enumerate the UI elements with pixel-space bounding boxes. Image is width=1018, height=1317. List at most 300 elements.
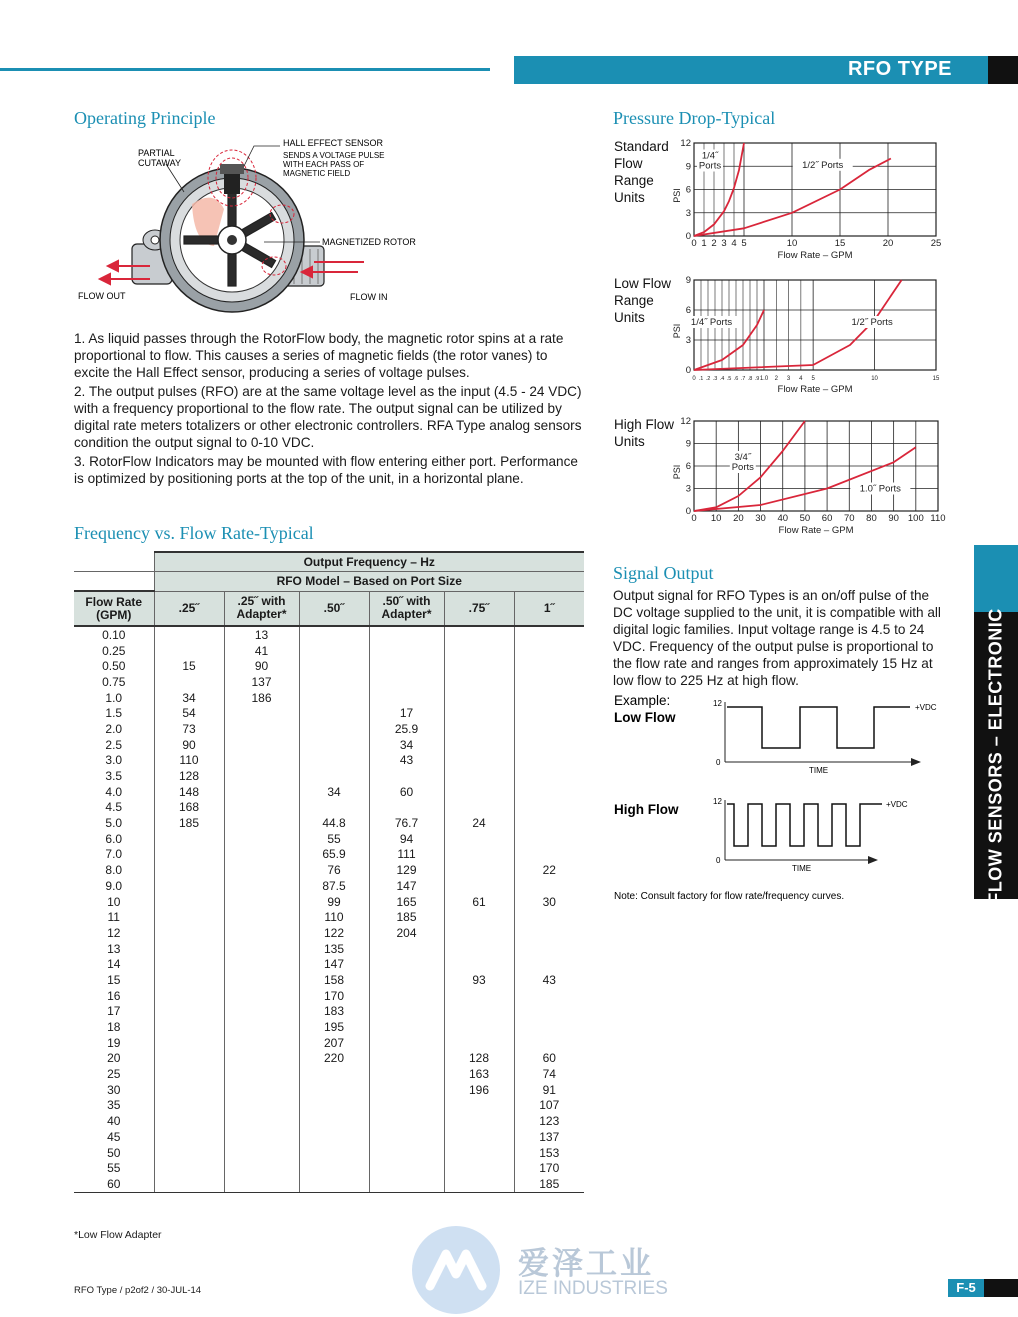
table-cell	[369, 1098, 444, 1114]
principle-paragraph: 2. The output pulses (RFO) are at the same voltage level as the input (4.5 - 24 VDC) with a frequency proportional to the flow rate. The output signal can be utilized by digital rate meters totalizers or other electronic controllers. RFA Type analog sensors condition the output signal to 0-10 VDC.	[74, 384, 582, 450]
table-cell	[514, 909, 584, 925]
table-cell	[154, 1051, 224, 1067]
table-footnote: *Low Flow Adapter	[74, 1229, 162, 1241]
column-header: .50˝ with Adapter*	[369, 591, 444, 626]
chart-title-line: Units	[614, 190, 645, 205]
table-cell	[224, 925, 299, 941]
table-cell: 110	[299, 909, 369, 925]
table-cell: 91	[514, 1082, 584, 1098]
table-cell	[514, 784, 584, 800]
table-row	[74, 1160, 584, 1176]
y-tick-label: 9	[685, 161, 691, 173]
table-cell	[444, 658, 514, 674]
table-cell: 163	[444, 1066, 514, 1082]
table-cell	[369, 1129, 444, 1145]
table-cell	[154, 831, 224, 847]
table-cell	[514, 1019, 584, 1035]
table-cell	[299, 643, 369, 659]
low-flow-label: Low Flow	[614, 710, 676, 725]
high-flow-vdc-label: +VDC	[886, 800, 908, 809]
x-tick-label: 2	[774, 376, 778, 382]
table-cell: 153	[514, 1145, 584, 1161]
table-cell: 45	[107, 1129, 121, 1144]
low-flow-time-label: TIME	[809, 766, 829, 775]
table-header-output-frequency: Output Frequency – Hz	[154, 552, 584, 572]
series-label: 1/4˝ Ports	[690, 317, 733, 328]
x-tick-label: 30	[755, 513, 766, 524]
table-cell: 148	[154, 784, 224, 800]
chart-title-line: Low Flow	[614, 276, 672, 291]
table-row	[74, 1019, 584, 1035]
table-cell: 50	[107, 1145, 121, 1160]
table-cell	[224, 721, 299, 737]
x-tick-label: 1	[701, 238, 707, 249]
low-flow-y-max: 12	[713, 699, 722, 708]
pressure-chart-3	[614, 416, 946, 536]
series-line-2	[694, 159, 891, 237]
table-cell: 12	[107, 925, 121, 940]
table-row	[74, 815, 584, 831]
x-tick-label: 15	[932, 376, 940, 382]
table-cell: 17	[107, 1004, 121, 1019]
table-cell: 195	[299, 1019, 369, 1035]
table-cell: 18	[107, 1020, 121, 1035]
table-cell	[154, 925, 224, 941]
table-cell	[224, 1082, 299, 1098]
table-cell	[444, 1004, 514, 1020]
table-cell	[299, 674, 369, 690]
chart-title-line: High Flow	[614, 417, 675, 432]
table-cell: 15	[107, 972, 121, 987]
x-tick-label: 2	[711, 238, 717, 249]
table-cell: 34	[154, 690, 224, 706]
high-flow-waveform	[713, 797, 908, 873]
y-tick-label: 12	[680, 138, 691, 149]
table-cell	[444, 925, 514, 941]
table-cell: 25.9	[369, 721, 444, 737]
table-cell: 54	[154, 705, 224, 721]
table-cell	[514, 847, 584, 863]
x-axis-label: Flow Rate – GPM	[777, 384, 853, 395]
table-cell	[369, 674, 444, 690]
table-header-rfo-model: RFO Model – Based on Port Size	[154, 572, 584, 592]
table-cell: 19	[107, 1035, 121, 1050]
column-header: .50˝	[299, 591, 369, 626]
table-cell	[154, 878, 224, 894]
table-row	[74, 1129, 584, 1145]
table-row	[74, 878, 584, 894]
column-header: .75˝	[444, 591, 514, 626]
series-label-text: 1/4˝	[701, 150, 719, 162]
table-cell	[444, 1035, 514, 1051]
table-cell: 90	[154, 737, 224, 753]
table-cell	[369, 690, 444, 706]
x-tick-label: 20	[882, 238, 894, 249]
table-cell	[224, 831, 299, 847]
table-cell	[224, 878, 299, 894]
table-cell	[514, 753, 584, 769]
pressure-drop-heading: Pressure Drop-Typical	[613, 108, 776, 128]
table-cell	[154, 941, 224, 957]
table-cell	[299, 800, 369, 816]
table-cell	[154, 847, 224, 863]
table-row	[74, 784, 584, 800]
table-cell	[154, 1129, 224, 1145]
chart-title-line: Range	[614, 293, 654, 308]
table-cell	[369, 1082, 444, 1098]
table-cell	[444, 705, 514, 721]
table-cell	[444, 1176, 514, 1192]
table-cell	[369, 1176, 444, 1192]
x-tick-label: 10	[710, 513, 722, 524]
series-label-text: Ports	[698, 160, 722, 172]
table-cell	[444, 690, 514, 706]
table-cell	[444, 909, 514, 925]
x-tick-label: 3	[721, 238, 727, 249]
table-cell	[444, 831, 514, 847]
table-cell: 94	[369, 831, 444, 847]
table-cell	[514, 878, 584, 894]
y-tick-label: 3	[685, 483, 691, 495]
label-flow-in: FLOW IN	[350, 292, 388, 302]
x-tick-label: 5	[811, 376, 815, 382]
low-flow-vdc-label: +VDC	[915, 703, 937, 712]
x-tick-label: 40	[777, 513, 789, 524]
table-cell: 13	[224, 626, 299, 643]
table-header-blank	[74, 572, 154, 592]
table-cell	[299, 737, 369, 753]
table-cell	[369, 768, 444, 784]
table-cell: 137	[224, 674, 299, 690]
table-cell	[154, 1004, 224, 1020]
pressure-chart-1	[614, 138, 941, 261]
table-cell	[224, 753, 299, 769]
column-header: 1˝	[514, 591, 584, 626]
table-cell	[514, 941, 584, 957]
table-row	[74, 909, 584, 925]
chart-title-line: Units	[614, 310, 645, 325]
table-cell	[154, 674, 224, 690]
x-tick-label: 50	[799, 513, 811, 524]
table-cell	[224, 972, 299, 988]
table-cell	[444, 643, 514, 659]
y-tick-label: 12	[680, 416, 691, 427]
table-row	[74, 1176, 584, 1192]
principle-paragraph: 3. RotorFlow Indicators may be mounted with flow entering either port. Performance is optimized by positioning ports at the top of the unit, in a horizontal plane.	[74, 454, 578, 486]
table-cell	[224, 847, 299, 863]
y-tick-label: 3	[685, 335, 691, 346]
table-cell	[514, 988, 584, 1004]
table-cell: 76.7	[369, 815, 444, 831]
table-cell: 128	[154, 768, 224, 784]
pressure-chart-2	[614, 275, 940, 395]
page-number: F-5	[948, 1279, 984, 1297]
table-cell: 73	[154, 721, 224, 737]
table-cell	[369, 1019, 444, 1035]
table-cell	[299, 1176, 369, 1192]
series-label-text: Ports	[731, 462, 754, 473]
table-cell: 15	[154, 658, 224, 674]
table-cell	[224, 1129, 299, 1145]
side-tab-label-wrap	[974, 607, 1018, 904]
table-cell: 170	[299, 988, 369, 1004]
y-tick-label: 6	[685, 461, 691, 472]
side-tab-label: FLOW SENSORS – ELECTRONIC	[985, 607, 1006, 904]
table-cell	[224, 1035, 299, 1051]
low-flow-waveform	[713, 699, 937, 775]
table-cell	[224, 894, 299, 910]
table-cell	[154, 1160, 224, 1176]
table-cell: 147	[369, 878, 444, 894]
table-row	[74, 956, 584, 972]
table-cell	[514, 956, 584, 972]
table-cell: 17	[369, 705, 444, 721]
column-header: .25˝ with Adapter*	[224, 591, 299, 626]
table-cell: 204	[369, 925, 444, 941]
y-tick-label: 9	[685, 275, 691, 286]
column-header: Flow Rate (GPM)	[74, 591, 154, 626]
table-cell	[444, 674, 514, 690]
x-tick-label: 100	[907, 513, 924, 524]
frequency-table	[74, 551, 584, 1193]
label-hall-desc-1: SENDS A VOLTAGE PULSE	[283, 151, 385, 160]
table-cell	[444, 862, 514, 878]
table-row	[74, 1145, 584, 1161]
table-cell	[299, 753, 369, 769]
x-tick-label: .2	[705, 376, 711, 382]
table-cell: 0.25	[102, 643, 126, 658]
table-cell	[154, 1145, 224, 1161]
table-cell	[224, 956, 299, 972]
table-row	[74, 1098, 584, 1114]
operating-principle-heading: Operating Principle	[74, 108, 216, 128]
table-row	[74, 1066, 584, 1082]
table-cell	[444, 1098, 514, 1114]
table-cell	[369, 626, 444, 643]
table-row	[74, 894, 584, 910]
table-cell	[154, 956, 224, 972]
table-cell	[514, 800, 584, 816]
table-cell	[444, 941, 514, 957]
table-cell	[369, 1051, 444, 1067]
high-flow-label: High Flow	[614, 802, 679, 817]
table-cell	[369, 972, 444, 988]
series-label-text: 3/4˝	[734, 452, 751, 463]
table-cell	[444, 1160, 514, 1176]
table-cell	[224, 941, 299, 957]
table-cell	[514, 831, 584, 847]
table-row	[74, 737, 584, 753]
high-flow-time-label: TIME	[792, 864, 812, 873]
table-cell	[224, 1113, 299, 1129]
table-cell: 135	[299, 941, 369, 957]
label-magnetized-rotor: MAGNETIZED ROTOR	[322, 237, 416, 247]
table-cell	[514, 690, 584, 706]
table-cell	[299, 658, 369, 674]
table-row	[74, 690, 584, 706]
table-row	[74, 768, 584, 784]
table-cell: 147	[299, 956, 369, 972]
table-cell	[444, 1019, 514, 1035]
table-cell: 93	[444, 972, 514, 988]
table-cell	[154, 1019, 224, 1035]
table-cell: 0.75	[102, 674, 126, 689]
table-cell	[299, 1113, 369, 1129]
table-cell	[369, 988, 444, 1004]
x-tick-label: 80	[866, 513, 877, 524]
table-cell	[224, 1160, 299, 1176]
table-cell: 25	[107, 1067, 121, 1082]
table-cell	[154, 894, 224, 910]
table-cell: 24	[444, 815, 514, 831]
table-cell: 168	[154, 800, 224, 816]
table-cell: 3.0	[105, 753, 123, 768]
chart-title-line: Flow	[614, 156, 643, 171]
table-cell	[514, 626, 584, 643]
table-row	[74, 626, 584, 643]
table-cell: 74	[514, 1066, 584, 1082]
table-cell: 99	[299, 894, 369, 910]
x-tick-label: 0	[691, 238, 697, 249]
series-label: 1/2˝ Ports	[802, 159, 844, 171]
principle-paragraph: 1. As liquid passes through the RotorFlow body, the magnetic rotor spins at a rate proportional to flow. This causes a series of magnetic fields (the rotor vanes) to excite the Hall Effect sensor, producing a series of voltage pulses.	[74, 331, 564, 380]
table-cell: 196	[444, 1082, 514, 1098]
column-header: .25˝	[154, 591, 224, 626]
table-cell	[299, 1145, 369, 1161]
table-cell	[224, 1004, 299, 1020]
signal-output-heading: Signal Output	[613, 563, 714, 583]
table-cell	[444, 784, 514, 800]
y-tick-label: 3	[685, 207, 691, 219]
table-cell	[369, 1113, 444, 1129]
table-cell	[224, 800, 299, 816]
x-tick-label: 70	[843, 513, 855, 524]
table-cell	[299, 1129, 369, 1145]
table-cell: 41	[224, 643, 299, 659]
table-row	[74, 674, 584, 690]
table-cell: 122	[299, 925, 369, 941]
table-cell	[154, 626, 224, 643]
table-cell: 76	[299, 862, 369, 878]
table-cell	[444, 878, 514, 894]
table-cell	[369, 1160, 444, 1176]
table-cell: 34	[369, 737, 444, 753]
table-cell: 4.0	[105, 784, 123, 799]
header-rule	[0, 68, 490, 71]
x-axis-label: Flow Rate – GPM	[777, 250, 853, 261]
table-cell: 90	[224, 658, 299, 674]
table-cell	[444, 1113, 514, 1129]
x-tick-label: .9	[754, 376, 760, 382]
table-cell	[369, 1004, 444, 1020]
table-cell	[369, 1035, 444, 1051]
label-hall-desc-2: WITH EACH PASS OF	[283, 160, 365, 169]
table-cell	[154, 1098, 224, 1114]
x-tick-label: 15	[834, 238, 846, 249]
table-cell	[154, 909, 224, 925]
table-row	[74, 643, 584, 659]
y-tick-label: 0	[685, 365, 691, 376]
table-cell	[514, 674, 584, 690]
x-tick-label: .7	[740, 376, 746, 382]
table-cell	[444, 626, 514, 643]
page-title: RFO TYPE	[847, 58, 952, 80]
table-cell: 158	[299, 972, 369, 988]
table-row	[74, 800, 584, 816]
table-row	[74, 862, 584, 878]
series-label: 1.0˝ Ports	[859, 483, 901, 495]
table-cell: 44.8	[299, 815, 369, 831]
pressure-drop-charts	[612, 134, 962, 554]
table-cell: 207	[299, 1035, 369, 1051]
frequency-table-body	[74, 626, 584, 1192]
table-cell: 185	[514, 1176, 584, 1192]
table-cell	[514, 925, 584, 941]
x-tick-label: .6	[733, 376, 739, 382]
table-cell: 11	[107, 910, 120, 925]
table-cell	[299, 690, 369, 706]
table-cell	[224, 784, 299, 800]
table-cell	[369, 1066, 444, 1082]
table-cell: 43	[514, 972, 584, 988]
table-cell: 34	[299, 784, 369, 800]
table-row	[74, 988, 584, 1004]
operating-principle-text	[74, 330, 586, 487]
table-cell: 2.0	[105, 721, 123, 736]
table-cell: 13	[107, 941, 121, 956]
table-cell: 6.0	[105, 831, 123, 846]
table-cell	[444, 768, 514, 784]
table-cell: 186	[224, 690, 299, 706]
header-banner-end	[988, 56, 1018, 84]
table-cell	[154, 972, 224, 988]
x-tick-label: 5	[741, 238, 747, 249]
table-row	[74, 941, 584, 957]
table-cell: 40	[107, 1114, 121, 1129]
table-header-blank	[74, 552, 154, 572]
table-cell: 123	[514, 1113, 584, 1129]
table-cell: 220	[299, 1051, 369, 1067]
table-cell	[514, 1035, 584, 1051]
table-cell	[224, 1066, 299, 1082]
label-partial: PARTIAL	[138, 148, 175, 158]
table-cell	[154, 643, 224, 659]
label-flow-out: FLOW OUT	[78, 291, 126, 301]
table-cell	[224, 909, 299, 925]
table-row	[74, 831, 584, 847]
table-cell: 65.9	[299, 847, 369, 863]
table-cell: 20	[107, 1051, 121, 1066]
high-flow-y-max: 12	[713, 797, 722, 806]
table-cell: 2.5	[105, 737, 123, 752]
chart-title-line: Standard	[614, 139, 669, 154]
table-cell: 5.0	[105, 816, 123, 831]
ize-logo-icon	[410, 1224, 502, 1316]
x-tick-label: .4	[719, 376, 725, 382]
table-cell	[369, 658, 444, 674]
table-cell	[299, 768, 369, 784]
table-row	[74, 1035, 584, 1051]
low-flow-y-zero: 0	[716, 758, 721, 767]
table-cell	[154, 862, 224, 878]
table-row	[74, 705, 584, 721]
x-tick-label: 10	[871, 376, 878, 382]
x-tick-label: 110	[930, 513, 946, 524]
chart-title-line: Units	[614, 434, 645, 449]
table-row	[74, 1113, 584, 1129]
table-cell	[514, 768, 584, 784]
table-cell: 129	[369, 862, 444, 878]
